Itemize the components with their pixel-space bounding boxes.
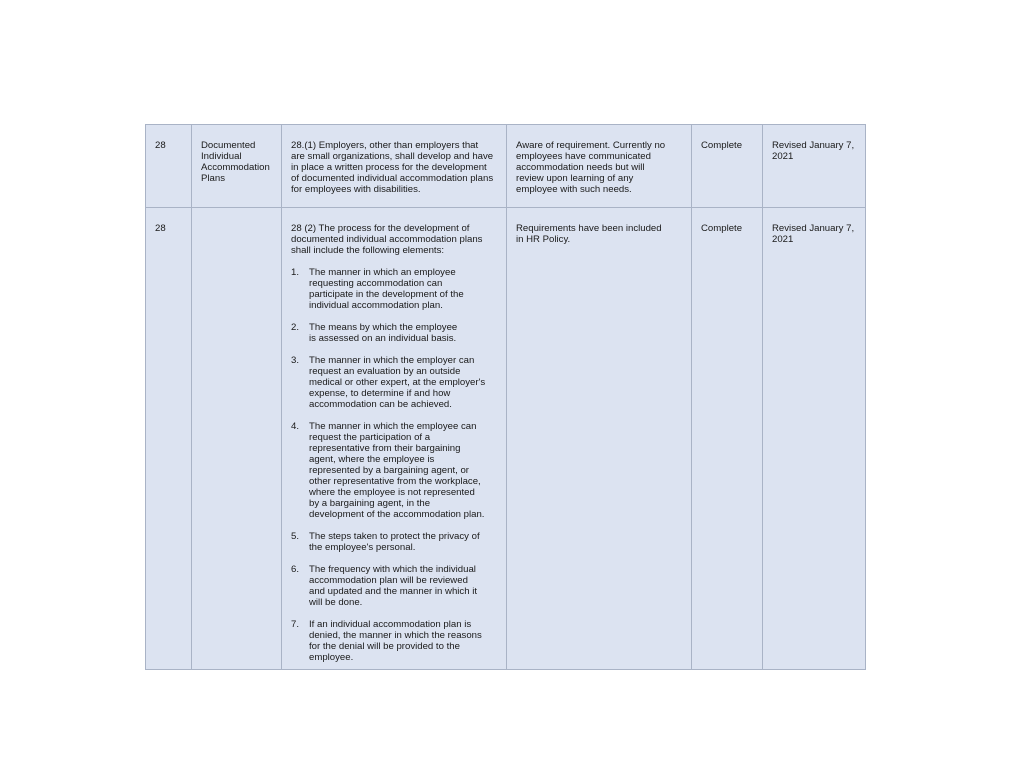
row-status: Complete bbox=[692, 208, 763, 670]
row-title: Documented Individual Accommodation Plans bbox=[192, 125, 282, 208]
row-action: Requirements have been included in HR Policy. bbox=[507, 208, 692, 670]
row-requirement bbox=[282, 208, 507, 670]
list-item: 6. The frequency with which the individual accommodation plan will be reviewed and updated and the manner in which it will be done. bbox=[291, 564, 478, 608]
list-item: 2. The means by which the employee is assessed on an individual basis. bbox=[291, 322, 458, 344]
row-number: 28 bbox=[146, 208, 192, 670]
row-revised: Revised January 7, 2021 bbox=[763, 208, 866, 670]
requirement-intro: 28 (2) The process for the development of documented individual accommodation plans shall include the following elements: bbox=[291, 223, 483, 256]
list-item: 5. The steps taken to protect the privacy of the employee's personal. bbox=[291, 531, 480, 553]
compliance-table bbox=[145, 124, 866, 670]
row-action: Aware of requirement. Currently no employees have communicated accommodation needs but will review upon learning of any employee with such needs. bbox=[507, 125, 692, 208]
row-number: 28 bbox=[146, 125, 192, 208]
row-title bbox=[192, 208, 282, 670]
row-requirement: 28.(1) Employers, other than employers that are small organizations, shall develop and have in place a written process for the development of documented individual accommodation plans for employees with disabilities. bbox=[282, 125, 507, 208]
requirement-list bbox=[291, 267, 497, 663]
list-item: 4. The manner in which the employee can request the participation of a representative from their bargaining agent, where the employee is represented by a bargaining agent, or other representative from the workplace, where the employee is not represented by a bargaining agent, in the development of the accommodation plan. bbox=[291, 421, 485, 520]
list-item: 7. If an individual accommodation plan is denied, the manner in which the reasons for the denial will be provided to the employee. bbox=[291, 619, 482, 663]
list-item: 3. The manner in which the employer can request an evaluation by an outside medical or other expert, at the employer's expense, to determine if and how accommodation can be achieved. bbox=[291, 355, 486, 410]
list-item: 1. The manner in which an employee requesting accommodation can participate in the development of the individual accommodation plan. bbox=[291, 267, 464, 311]
table-row bbox=[146, 208, 866, 670]
row-status: Complete bbox=[692, 125, 763, 208]
row-revised: Revised January 7, 2021 bbox=[763, 125, 866, 208]
table-row bbox=[146, 125, 866, 208]
